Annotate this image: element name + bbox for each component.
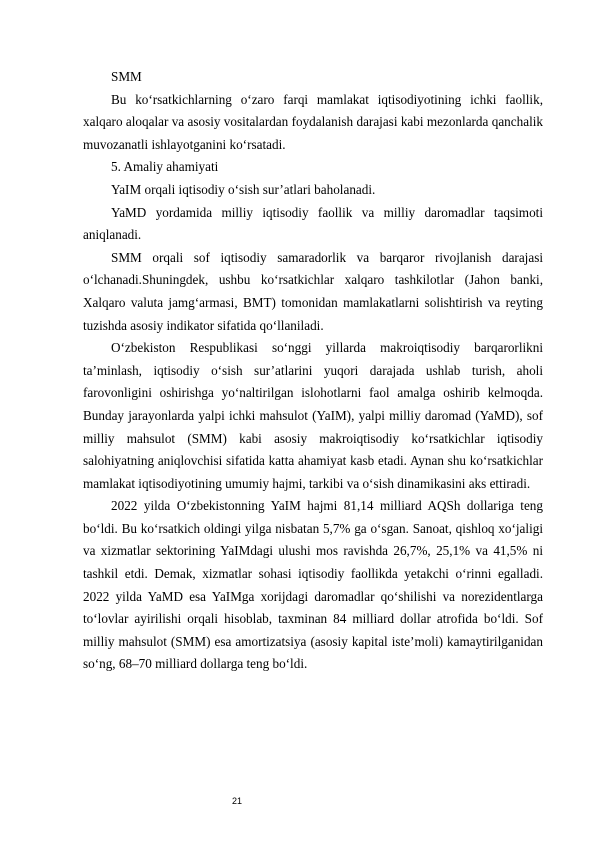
page-number: 21	[232, 796, 243, 806]
section-heading: 5. Amaliy ahamiyati	[111, 159, 219, 175]
heading-smm: SMM	[111, 69, 142, 84]
paragraph: YaMD yordamida milliy iqtisodiy faollik va milliy daromadlar taqsimoti aniqlanadi.	[83, 204, 543, 243]
paragraph: SMM orqali sof iqtisodiy samaradorlik va barqaror rivojlanish darajasi o‘lchanadi.Shuningdek, ushbu ko‘rsatkichlar xalqaro tashkilotlar (Jahon banki, Xalqaro valuta jamg‘armasi, BMT) tomonidan mamlakatlarni solishtirish va reyting tuzishda asosiy indikator sifatida qo‘llaniladi.	[83, 249, 543, 333]
body-text	[83, 66, 543, 676]
paragraph: O‘zbekiston Respublikasi so‘nggi yillarda makroiqtisodiy barqarorlikni ta’minlash, iqtisodiy o‘sish sur’atlarini yuqori darajada ushlab turish, aholi farovonligini oshirishga yo‘naltirilgan islohotlarni faol amalga oshirib kelmoqda. Bunday jarayonlarda yalpi ichki mahsulot (YaIM), yalpi milliy daromad (YaMD), sof milliy mahsulot (SMM) kabi asosiy makroiqtisodiy ko‘rsatkichlar iqtisodiy salohiyatning aniqlovchisi sifatida katta ahamiyat kasb etadi. Aynan shu ko‘rsatkichlar mamlakat iqtisodiyotining umumiy hajmi, tarkibi va o‘sish dinamikasini aks ettiradi.	[83, 340, 543, 491]
paragraph: 2022 yilda O‘zbekistonning YaIM hajmi 81,14 milliard AQSh dollariga teng bo‘ldi. Bu ko‘rsatkich oldingi yilga nisbatan 5,7% ga o‘sgan. Sanoat, qishloq xo‘jaligi va xizmatlar sektorining YaIMdagi ulushi mos ravishda 26,7%, 25,1% va 41,5% ni tashkil etdi. Demak, xizmatlar sohasi iqtisodiy faollikda yetakchi o‘rinni egalladi. 2022 yilda YaMD esa YaIMga xorijdagi daromadlar qo‘shilishi va norezidentlarga to‘lovlar ayirilishi orqali hisoblab, taxminan 84 milliard dollar atrofida bo‘ldi. Sof milliy mahsulot (SMM) esa amortizatsiya (asosiy kapital iste’moli) kamaytirilganidan so‘ng, 68–70 milliard dollarga teng bo‘ldi.	[83, 498, 543, 672]
paragraph: Bu ko‘rsatkichlarning o‘zaro farqi mamlakat iqtisodiyotining ichki faollik, xalqaro aloqalar va asosiy vositalardan foydalanish darajasi kabi mezonlarda qanchalik muvozanatli ishlayotganini ko‘rsatadi.	[83, 91, 543, 152]
paragraph: YaIM orqali iqtisodiy o‘sish sur’atlari baholanadi.	[111, 181, 376, 197]
